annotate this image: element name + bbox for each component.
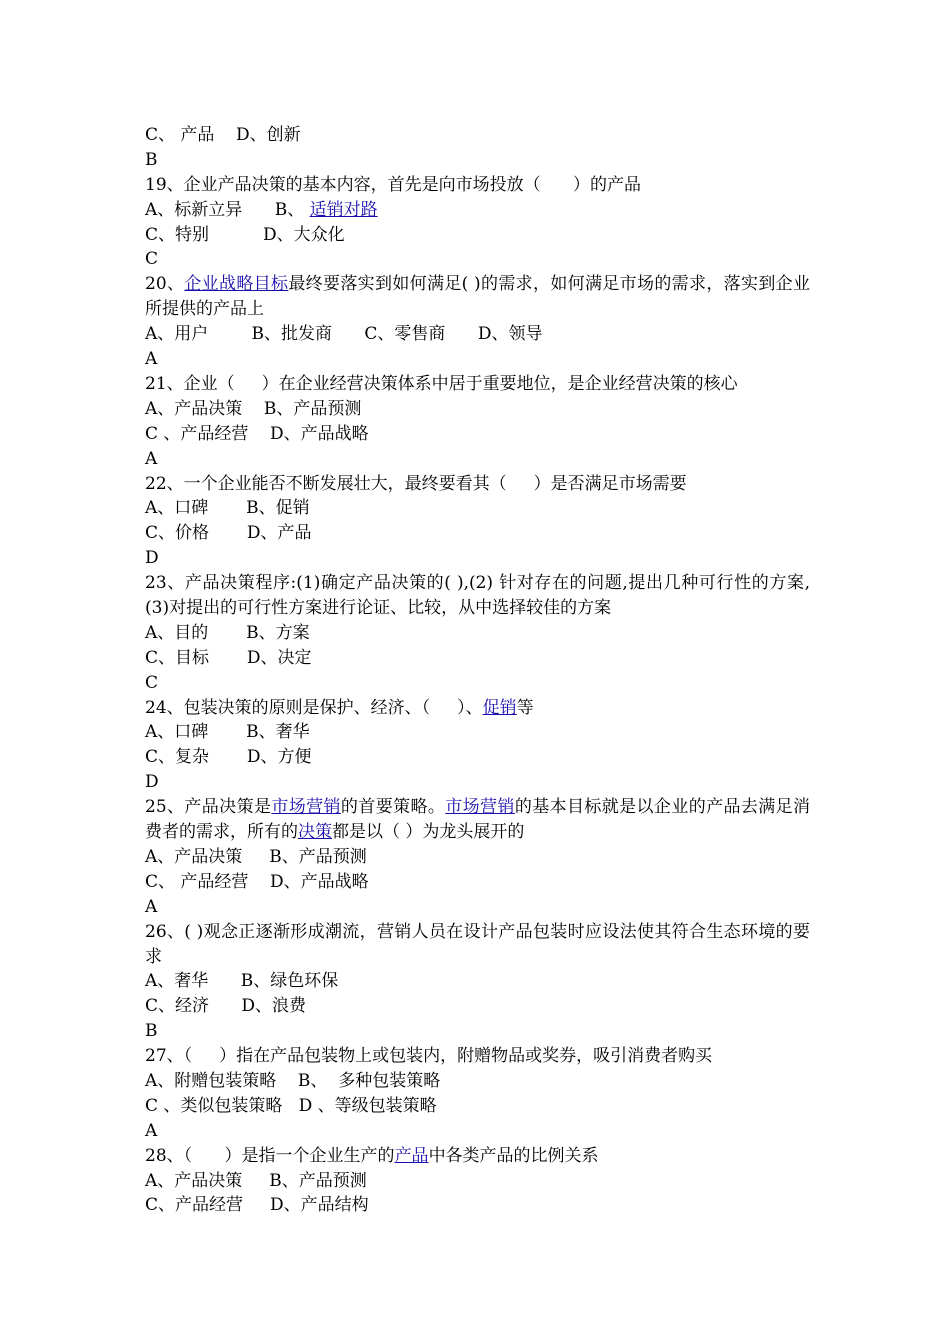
line-text: 23、产品决策程序:(1)确定产品决策的( ),(2) 针对存在的问题,提出几种可行性的方案,(3)对提出的可行性方案进行论证、比较，从中选择较佳的方案 (145, 573, 810, 618)
line-text: D (145, 772, 159, 793)
line-text: C、复杂 D、方便 (145, 747, 312, 768)
document-line (145, 696, 810, 721)
document-line (145, 646, 810, 671)
document-line (145, 1069, 810, 1094)
line-text: 21、企业（ ）在企业经营决策体系中居于重要地位，是企业经营决策的核心 (145, 373, 738, 394)
line-text: A、附赠包装策略 B、 多种包装策略 (145, 1070, 441, 1091)
hyperlink[interactable]: 决策 (298, 822, 332, 843)
document-line (145, 720, 810, 745)
document-line (145, 223, 810, 248)
line-text: A、目的 B、方案 (145, 622, 310, 643)
document-line (145, 198, 810, 223)
hyperlink[interactable]: 市场营销 (271, 797, 341, 818)
document-line (145, 895, 810, 920)
document-line (145, 1119, 810, 1144)
line-text: 20、 (145, 274, 185, 295)
line-text: 22、一个企业能否不断发展壮大，最终要看其（ ）是否满足市场需要 (145, 473, 687, 494)
hyperlink[interactable]: 促销 (482, 697, 517, 718)
line-text: C、 产品 D、创新 (145, 125, 301, 145)
line-text: A、产品决策 B、产品预测 (145, 1170, 367, 1191)
line-text: 都是以（ ）为龙头展开的 (332, 822, 525, 843)
document-line (145, 148, 810, 173)
document-line (145, 546, 810, 571)
line-text: A、标新立异 B、 (145, 199, 310, 220)
line-text: A、奢华 B、绿色环保 (145, 971, 339, 992)
document-line (145, 920, 810, 970)
document-line (145, 521, 810, 546)
document-line (145, 347, 810, 372)
line-text: 等 (516, 697, 534, 718)
document-line (145, 795, 810, 845)
line-text: 24、包装决策的原则是保护、经济、（ ）、 (145, 697, 483, 718)
document-page (145, 123, 810, 1218)
line-text: 26、( )观念正逐渐形成潮流，营销人员在设计产品包装时应设法使其符合生态环境的要求 (145, 921, 810, 967)
document-line (145, 770, 810, 795)
document-line (145, 845, 810, 870)
line-text: 最终要落实到如何满足( )的需求，如何满足市场的需求，落实到企业所提供的产品上 (145, 274, 811, 320)
document-line (145, 1169, 810, 1194)
line-text: B (145, 1021, 158, 1042)
line-text: 的基本目标就是以企业的产品去满足消费者的需求，所有的 (145, 797, 811, 843)
line-text: C (145, 249, 159, 270)
document-line (145, 994, 810, 1019)
document-line (145, 671, 810, 696)
line-text: C、经济 D、浪费 (145, 996, 307, 1017)
document-line (145, 372, 810, 397)
line-text: 19、企业产品决策的基本内容，首先是向市场投放（ ）的产品 (145, 174, 642, 195)
document-line (145, 571, 810, 621)
document-line (145, 173, 810, 198)
document-line (145, 247, 810, 272)
line-text: C、目标 D、决定 (145, 647, 312, 668)
line-text: 27、（ ）指在产品包装物上或包装内，附赠物品或奖券，吸引消费者购买 (145, 1046, 713, 1067)
document-line (145, 1019, 810, 1044)
document-line (145, 397, 810, 422)
line-text: A、口碑 B、奢华 (145, 722, 310, 743)
line-text: C、特别 D、大众化 (145, 224, 345, 245)
document-line (145, 1094, 810, 1119)
document-line (145, 1144, 810, 1169)
line-text: A、产品决策 B、产品预测 (145, 398, 362, 419)
line-text: A、用户 B、批发商 C、零售商 D、领导 (145, 324, 543, 345)
document-line (145, 870, 810, 895)
hyperlink[interactable]: 企业战略目标 (184, 274, 289, 295)
line-text: C、 产品经营 D、产品战略 (145, 871, 369, 892)
line-text: C (145, 672, 159, 693)
line-text: 中各类产品的比例关系 (428, 1145, 599, 1166)
document-line (145, 621, 810, 646)
line-text: A (145, 448, 158, 469)
document-line (145, 1044, 810, 1069)
document-line (145, 472, 810, 497)
document-line (145, 447, 810, 472)
line-text: 的首要策略。 (340, 797, 446, 818)
line-text: A、产品决策 B、产品预测 (145, 846, 367, 867)
line-text: A、口碑 B、促销 (145, 498, 310, 519)
line-text: C 、产品经营 D、产品战略 (145, 423, 369, 444)
document-line (145, 422, 810, 447)
document-line (145, 496, 810, 521)
hyperlink[interactable]: 产品 (394, 1145, 429, 1166)
line-text: 28、（ ）是指一个企业生产的 (145, 1145, 395, 1166)
hyperlink[interactable]: 适销对路 (309, 199, 378, 220)
document-line (145, 322, 810, 347)
document-line (145, 123, 810, 148)
hyperlink[interactable]: 市场营销 (445, 797, 515, 818)
line-text: A (145, 1120, 158, 1141)
document-line (145, 1193, 810, 1218)
line-text: 25、产品决策是 (145, 797, 272, 818)
document-line (145, 969, 810, 994)
line-text: A (145, 896, 158, 917)
line-text: C 、类似包装策略 D 、等级包装策略 (145, 1095, 437, 1116)
line-text: A (145, 349, 158, 370)
document-line (145, 272, 810, 322)
document-line (145, 745, 810, 770)
line-text: C、产品经营 D、产品结构 (145, 1195, 369, 1216)
line-text: B (145, 149, 158, 170)
line-text: D (145, 548, 159, 569)
line-text: C、价格 D、产品 (145, 523, 312, 544)
